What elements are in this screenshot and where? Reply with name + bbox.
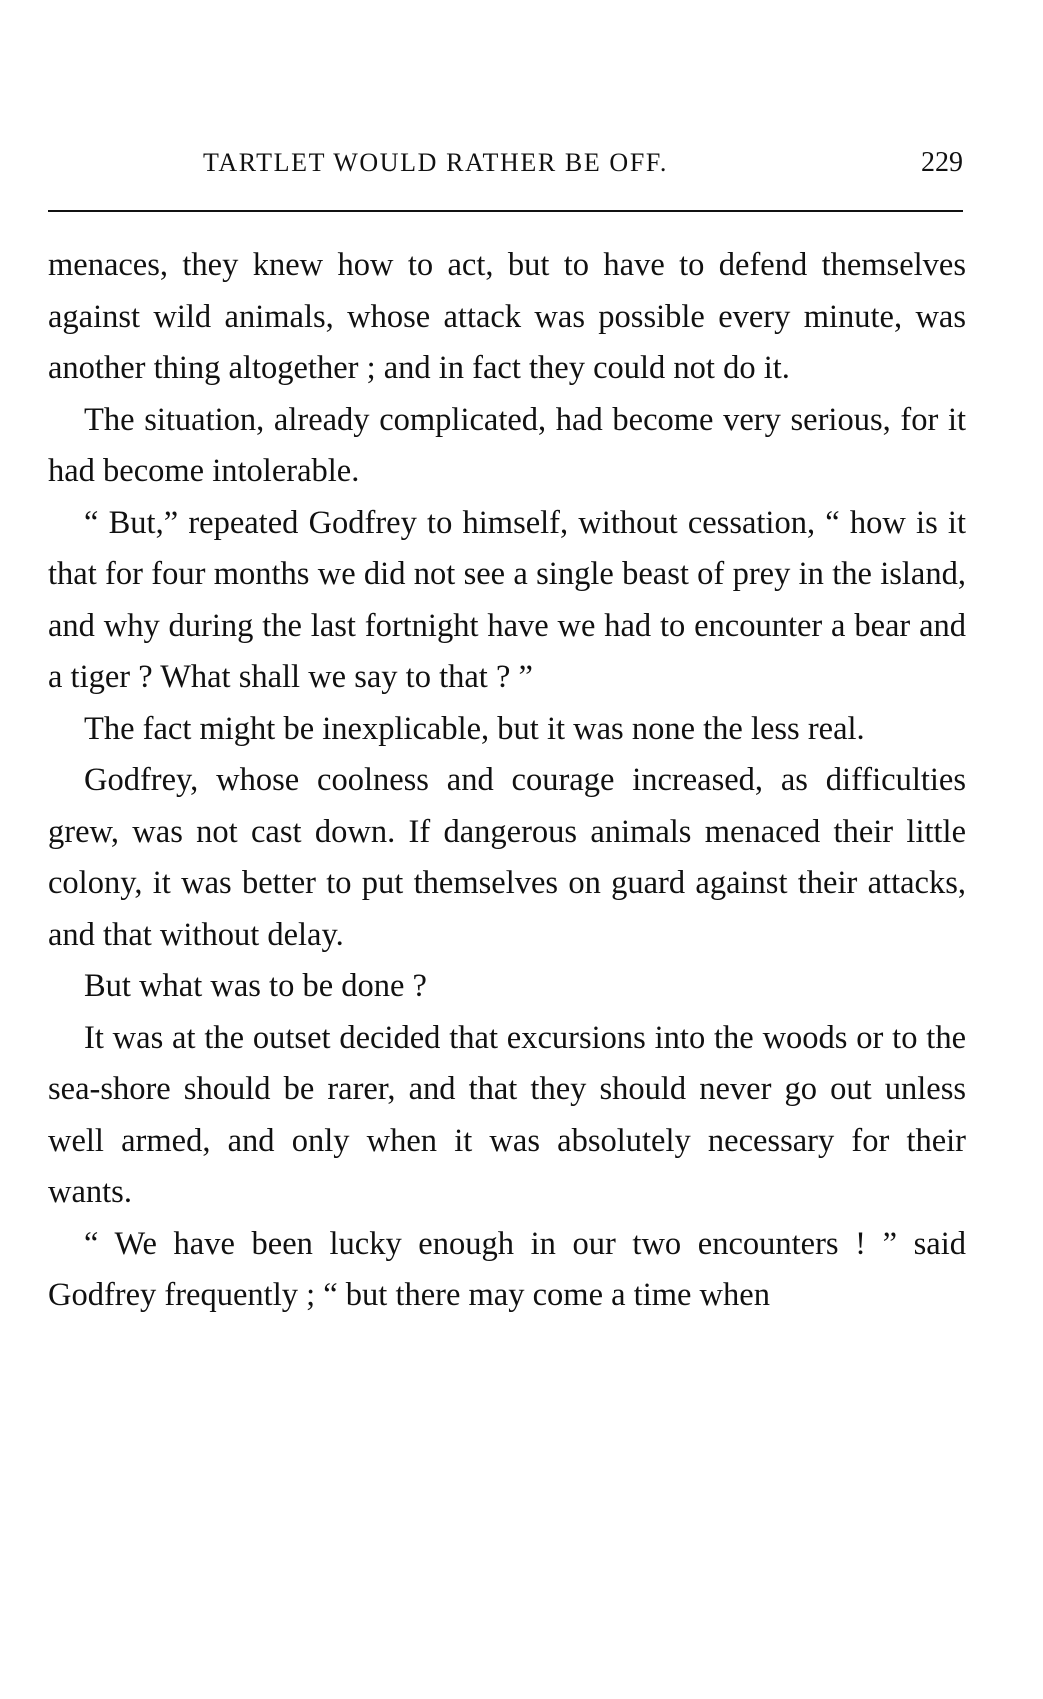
- page-number: 229: [921, 147, 963, 178]
- paragraph-8: “ We have been lucky enough in our two encounters ! ” said Godfrey frequently ; “ but there may come a time when: [48, 1225, 966, 1313]
- header-rule: [48, 210, 963, 212]
- paragraph-6: But what was to be done ?: [84, 968, 427, 1004]
- paragraph-4: The fact might be inexplicable, but it was none the less real.: [84, 710, 865, 747]
- paragraph-5: Godfrey, whose coolness and courage increased, as difficulties grew, was not cast down. If dangerous animals menaced their little colony, it was better to put themselves on guard against their attacks, and that without delay.: [48, 762, 966, 953]
- paragraph-3: “ But,” repeated Godfrey to himself, without cessation, “ how is it that for four months we did not see a single beast of prey in the island, and why during the last fortnight have we had to encounter a bear and a tiger ? What shall we say to that ? ”: [48, 504, 966, 695]
- paragraph-7: It was at the outset decided that excursions into the woods or to the sea-shore should be rarer, and that they should never go out unless well armed, and only when it was absolutely necessary for their wants.: [48, 1019, 966, 1210]
- running-head: [48, 143, 963, 183]
- running-title: TARTLET WOULD RATHER BE OFF.: [203, 148, 668, 177]
- paragraph-1: menaces, they knew how to act, but to have to defend themselves against wild animals, whose attack was possible every minute, was another thing altogether ; and in fact they could not do it.: [48, 247, 966, 386]
- body-text: [48, 240, 966, 1322]
- paragraph-2: The situation, already complicated, had become very serious, for it had become intolerable.: [48, 401, 966, 489]
